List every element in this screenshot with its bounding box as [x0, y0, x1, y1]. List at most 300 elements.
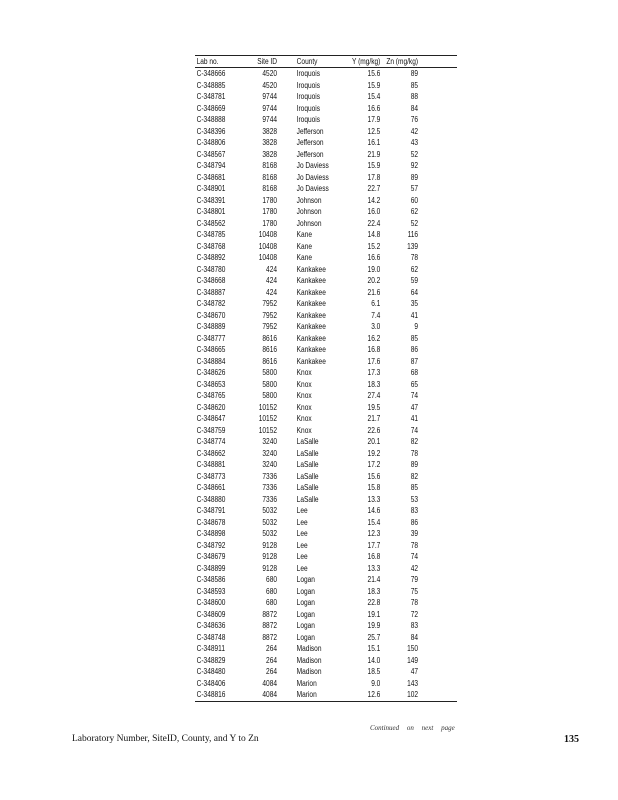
lab-no-cell: C-348816 — [196, 690, 226, 699]
zn-cell: 83 — [410, 506, 419, 515]
zn-cell: 72 — [410, 609, 419, 619]
site-id-cell: 8872 — [262, 609, 277, 619]
table-row — [195, 689, 419, 701]
site-id-cell: 8872 — [262, 632, 277, 642]
y-cell: 19.1 — [367, 609, 381, 619]
y-cell: 18.3 — [367, 379, 381, 389]
header-y: Y (mg/kg) — [352, 57, 381, 66]
y-cell: 14.8 — [367, 230, 381, 239]
zn-cell: 85 — [410, 333, 419, 343]
zn-cell: 42 — [410, 126, 419, 136]
county-cell: Jefferson — [296, 138, 324, 147]
county-cell: Lee — [296, 517, 308, 527]
site-id-cell: 8616 — [262, 356, 277, 366]
site-id-cell: 8616 — [262, 333, 277, 343]
table-row — [195, 114, 419, 126]
county-cell: Logan — [296, 586, 315, 596]
lab-no-cell: C-348665 — [196, 345, 226, 354]
table-row — [195, 333, 419, 345]
site-id-cell: 8168 — [262, 184, 277, 193]
table-row — [195, 574, 419, 586]
table-row — [195, 241, 419, 253]
data-table — [195, 55, 457, 702]
county-cell: Kankakee — [296, 310, 326, 320]
page-caption: Laboratory Number, SiteID, County, and Y to Zn — [72, 734, 259, 744]
site-id-cell: 7952 — [262, 299, 277, 308]
table-body — [195, 68, 457, 701]
table-row — [195, 160, 419, 172]
county-cell: Logan — [296, 609, 315, 619]
site-id-cell: 5800 — [262, 368, 277, 377]
table-row — [195, 494, 419, 506]
y-cell: 16.0 — [367, 207, 381, 216]
zn-cell: 102 — [407, 690, 419, 699]
county-cell: Kane — [296, 230, 313, 239]
table-row — [195, 620, 419, 632]
lab-no-cell: C-348899 — [196, 563, 226, 573]
zn-cell: 150 — [407, 644, 419, 653]
zn-cell: 85 — [410, 483, 419, 492]
zn-cell: 65 — [410, 379, 419, 389]
table-row — [195, 609, 419, 621]
county-cell: Iroquois — [296, 103, 321, 113]
zn-cell: 83 — [410, 621, 419, 630]
table-row — [195, 206, 419, 218]
continued-note: Continued on next page — [370, 724, 455, 732]
lab-no-cell: C-348768 — [196, 241, 226, 251]
zn-cell: 57 — [410, 184, 419, 193]
lab-no-cell: C-348396 — [196, 126, 226, 136]
site-id-cell: 8872 — [262, 621, 277, 630]
table-bottom-rule — [195, 701, 457, 702]
county-cell: Kane — [296, 253, 313, 262]
table-row — [195, 551, 419, 563]
county-cell: Knox — [296, 414, 312, 423]
zn-cell: 53 — [410, 494, 419, 504]
county-cell: Johnson — [296, 218, 322, 228]
zn-cell: 89 — [410, 69, 419, 78]
county-cell: Jo Daviess — [296, 172, 329, 182]
county-cell: Knox — [296, 368, 312, 377]
y-cell: 16.6 — [367, 103, 381, 113]
lab-no-cell: C-348653 — [196, 379, 226, 389]
lab-no-cell: C-348884 — [196, 356, 226, 366]
zn-cell: 86 — [410, 517, 419, 527]
y-cell: 17.3 — [367, 368, 381, 377]
table-row — [195, 643, 419, 655]
county-cell: Jo Daviess — [296, 184, 329, 193]
lab-no-cell: C-348620 — [196, 402, 226, 412]
site-id-cell: 7336 — [262, 494, 277, 504]
y-cell: 14.2 — [367, 195, 381, 205]
lab-no-cell: C-348881 — [196, 460, 226, 469]
table-row — [195, 137, 419, 149]
site-id-cell: 8616 — [262, 345, 277, 354]
zn-cell: 52 — [410, 218, 419, 228]
y-cell: 17.8 — [367, 172, 381, 182]
zn-cell: 78 — [410, 540, 419, 550]
zn-cell: 82 — [410, 437, 419, 446]
lab-no-cell: C-348406 — [196, 678, 226, 688]
y-cell: 19.9 — [367, 621, 381, 630]
y-cell: 12.5 — [367, 126, 381, 136]
table-row — [195, 436, 419, 448]
y-cell: 21.7 — [367, 414, 381, 423]
zn-cell: 64 — [410, 287, 419, 297]
table-row — [195, 390, 419, 402]
lab-no-cell: C-348600 — [196, 598, 226, 607]
y-cell: 17.7 — [367, 540, 381, 550]
county-cell: Marion — [296, 690, 317, 699]
zn-cell: 143 — [407, 678, 419, 688]
zn-cell: 79 — [410, 575, 419, 584]
county-cell: Knox — [296, 402, 312, 412]
site-id-cell: 9744 — [262, 103, 277, 113]
y-cell: 9.0 — [371, 678, 381, 688]
county-cell: LaSalle — [296, 448, 319, 458]
table-row — [195, 356, 419, 368]
zn-cell: 74 — [410, 552, 419, 561]
table-row — [195, 459, 419, 471]
zn-cell: 62 — [410, 207, 419, 216]
county-cell: Iroquois — [296, 69, 321, 78]
lab-no-cell: C-348662 — [196, 448, 226, 458]
site-id-cell: 5032 — [262, 506, 277, 515]
zn-cell: 89 — [410, 460, 419, 469]
y-cell: 15.4 — [367, 517, 381, 527]
table-row — [195, 172, 419, 184]
zn-cell: 78 — [410, 448, 419, 458]
y-cell: 19.0 — [367, 264, 381, 274]
county-cell: Marion — [296, 678, 317, 688]
site-id-cell: 264 — [266, 655, 277, 665]
zn-cell: 39 — [410, 529, 419, 538]
lab-no-cell: C-348898 — [196, 529, 226, 538]
lab-no-cell: C-348748 — [196, 632, 226, 642]
site-id-cell: 10408 — [258, 230, 277, 239]
table-row — [195, 103, 419, 115]
zn-cell: 78 — [410, 598, 419, 607]
y-cell: 17.9 — [367, 115, 381, 124]
county-cell: LaSalle — [296, 437, 319, 446]
table-row — [195, 517, 419, 529]
lab-no-cell: C-348780 — [196, 264, 226, 274]
zn-cell: 84 — [410, 632, 419, 642]
lab-no-cell: C-348794 — [196, 161, 226, 170]
y-cell: 12.3 — [367, 529, 381, 538]
y-cell: 20.2 — [367, 276, 381, 285]
table-row — [195, 149, 419, 161]
lab-no-cell: C-348889 — [196, 322, 226, 331]
county-cell: Johnson — [296, 207, 322, 216]
table-row — [195, 597, 419, 609]
site-id-cell: 9128 — [262, 552, 277, 561]
zn-cell: 84 — [410, 103, 419, 113]
site-id-cell: 9744 — [262, 115, 277, 124]
table-row — [195, 68, 419, 80]
zn-cell: 62 — [410, 264, 419, 274]
lab-no-cell: C-348391 — [196, 195, 226, 205]
site-id-cell: 10152 — [258, 414, 277, 423]
lab-no-cell: C-348681 — [196, 172, 226, 182]
site-id-cell: 10152 — [258, 402, 277, 412]
county-cell: Kankakee — [296, 333, 326, 343]
table-row — [195, 540, 419, 552]
county-cell: Madison — [296, 644, 322, 653]
y-cell: 18.5 — [367, 667, 381, 676]
zn-cell: 78 — [410, 253, 419, 262]
y-cell: 16.2 — [367, 333, 381, 343]
table-row — [195, 195, 419, 207]
table-row — [195, 126, 419, 138]
site-id-cell: 5800 — [262, 391, 277, 400]
lab-no-cell: C-348669 — [196, 103, 226, 113]
y-cell: 22.7 — [367, 184, 381, 193]
lab-no-cell: C-348666 — [196, 69, 226, 78]
table-row — [195, 666, 419, 678]
zn-cell: 43 — [410, 138, 419, 147]
table-row — [195, 379, 419, 391]
lab-no-cell: C-348593 — [196, 586, 226, 596]
header-site-id: Site ID — [257, 57, 277, 66]
zn-cell: 85 — [410, 80, 419, 90]
table-row — [195, 632, 419, 644]
y-cell: 15.1 — [367, 644, 381, 653]
y-cell: 21.9 — [367, 149, 381, 159]
county-cell: Knox — [296, 391, 312, 400]
lab-no-cell: C-348806 — [196, 138, 226, 147]
county-cell: Logan — [296, 632, 315, 642]
zn-cell: 86 — [410, 345, 419, 354]
lab-no-cell: C-348901 — [196, 184, 226, 193]
zn-cell: 149 — [407, 655, 419, 665]
lab-no-cell: C-348791 — [196, 506, 226, 515]
table-row — [195, 275, 419, 287]
table-row — [195, 655, 419, 667]
zn-cell: 35 — [410, 299, 419, 308]
header-lab-no: Lab no. — [196, 57, 219, 66]
county-cell: Lee — [296, 552, 308, 561]
lab-no-cell: C-348626 — [196, 368, 226, 377]
table-row — [195, 425, 419, 437]
lab-no-cell: C-348759 — [196, 425, 226, 435]
lab-no-cell: C-348911 — [196, 644, 225, 653]
y-cell: 16.8 — [367, 345, 381, 354]
table-row — [195, 563, 419, 575]
table-row — [195, 482, 419, 494]
header-county: County — [296, 57, 318, 66]
lab-no-cell: C-348670 — [196, 310, 226, 320]
y-cell: 22.6 — [367, 425, 381, 435]
table-row — [195, 91, 419, 103]
county-cell: Kankakee — [296, 287, 326, 297]
y-cell: 21.4 — [367, 575, 381, 584]
site-id-cell: 3240 — [262, 460, 277, 469]
y-cell: 16.8 — [367, 552, 381, 561]
county-cell: Lee — [296, 529, 308, 538]
table-row — [195, 471, 419, 483]
site-id-cell: 8168 — [262, 161, 277, 170]
table-row — [195, 229, 419, 241]
y-cell: 6.1 — [371, 299, 381, 308]
y-cell: 14.6 — [367, 506, 381, 515]
lab-no-cell: C-348782 — [196, 299, 226, 308]
y-cell: 22.8 — [367, 598, 381, 607]
lab-no-cell: C-348562 — [196, 218, 226, 228]
zn-cell: 60 — [410, 195, 419, 205]
lab-no-cell: C-348765 — [196, 391, 226, 400]
y-cell: 25.7 — [367, 632, 381, 642]
y-cell: 13.3 — [367, 494, 381, 504]
lab-no-cell: C-348679 — [196, 552, 226, 561]
y-cell: 15.6 — [367, 471, 381, 481]
y-cell: 15.9 — [367, 80, 381, 90]
y-cell: 19.5 — [367, 402, 381, 412]
site-id-cell: 680 — [266, 586, 277, 596]
zn-cell: 42 — [410, 563, 419, 573]
county-cell: Jo Daviess — [296, 161, 329, 170]
zn-cell: 88 — [410, 92, 419, 101]
site-id-cell: 10152 — [258, 425, 277, 435]
site-id-cell: 5032 — [262, 517, 277, 527]
table-row — [195, 310, 419, 322]
site-id-cell: 3828 — [262, 138, 277, 147]
lab-no-cell: C-348678 — [196, 517, 226, 527]
table-row — [195, 298, 419, 310]
county-cell: Jefferson — [296, 126, 324, 136]
site-id-cell: 5800 — [262, 379, 277, 389]
county-cell: Kankakee — [296, 299, 326, 308]
lab-no-cell: C-348773 — [196, 471, 226, 481]
y-cell: 16.1 — [367, 138, 381, 147]
site-id-cell: 1780 — [262, 218, 277, 228]
site-id-cell: 4520 — [262, 69, 277, 78]
zn-cell: 89 — [410, 172, 419, 182]
table-row — [195, 586, 419, 598]
site-id-cell: 7336 — [262, 483, 277, 492]
county-cell: Lee — [296, 506, 308, 515]
lab-no-cell: C-348668 — [196, 276, 226, 285]
site-id-cell: 5032 — [262, 529, 277, 538]
zn-cell: 82 — [410, 471, 419, 481]
table-header-row — [195, 56, 419, 67]
county-cell: LaSalle — [296, 460, 319, 469]
y-cell: 18.3 — [367, 586, 381, 596]
table-row — [195, 321, 419, 333]
y-cell: 15.2 — [367, 241, 381, 251]
zn-cell: 139 — [407, 241, 419, 251]
site-id-cell: 3828 — [262, 149, 277, 159]
site-id-cell: 424 — [266, 276, 277, 285]
county-cell: Logan — [296, 575, 315, 584]
lab-no-cell: C-348781 — [196, 92, 226, 101]
county-cell: Kankakee — [296, 345, 326, 354]
table-row — [195, 252, 419, 264]
page-number: 135 — [564, 734, 579, 745]
site-id-cell: 1780 — [262, 195, 277, 205]
zn-cell: 75 — [410, 586, 419, 596]
zn-cell: 41 — [410, 414, 419, 423]
y-cell: 14.0 — [367, 655, 381, 665]
county-cell: Knox — [296, 379, 312, 389]
y-cell: 3.0 — [371, 322, 381, 331]
y-cell: 17.6 — [367, 356, 381, 366]
table-row — [195, 287, 419, 299]
zn-cell: 76 — [410, 115, 419, 124]
lab-no-cell: C-348892 — [196, 253, 226, 262]
zn-cell: 9 — [414, 322, 419, 331]
zn-cell: 52 — [410, 149, 419, 159]
lab-no-cell: C-348880 — [196, 494, 226, 504]
table-row — [195, 413, 419, 425]
county-cell: Kankakee — [296, 264, 326, 274]
site-id-cell: 424 — [266, 287, 277, 297]
county-cell: Lee — [296, 540, 308, 550]
lab-no-cell: C-348480 — [196, 667, 226, 676]
county-cell: LaSalle — [296, 494, 319, 504]
zn-cell: 47 — [410, 667, 419, 676]
site-id-cell: 7952 — [262, 322, 277, 331]
site-id-cell: 680 — [266, 598, 277, 607]
y-cell: 12.6 — [367, 690, 381, 699]
y-cell: 15.9 — [367, 161, 381, 170]
county-cell: Iroquois — [296, 115, 321, 124]
y-cell: 21.6 — [367, 287, 381, 297]
county-cell: Madison — [296, 667, 322, 676]
zn-cell: 74 — [410, 391, 419, 400]
y-cell: 27.4 — [367, 391, 381, 400]
lab-no-cell: C-348609 — [196, 609, 226, 619]
y-cell: 16.6 — [367, 253, 381, 262]
zn-cell: 41 — [410, 310, 419, 320]
y-cell: 15.6 — [367, 69, 381, 78]
table-row — [195, 528, 419, 540]
site-id-cell: 10408 — [258, 253, 277, 262]
y-cell: 15.8 — [367, 483, 381, 492]
lab-no-cell: C-348792 — [196, 540, 226, 550]
table-row — [195, 80, 419, 92]
header-zn: Zn (mg/kg) — [386, 57, 419, 66]
site-id-cell: 680 — [266, 575, 277, 584]
county-cell: Kane — [296, 241, 313, 251]
site-id-cell: 9128 — [262, 563, 277, 573]
table-row — [195, 448, 419, 460]
county-cell: Johnson — [296, 195, 322, 205]
lab-no-cell: C-348777 — [196, 333, 226, 343]
table-row — [195, 367, 419, 379]
site-id-cell: 4084 — [262, 678, 277, 688]
zn-cell: 116 — [407, 230, 419, 239]
zn-cell: 59 — [410, 276, 419, 285]
site-id-cell: 424 — [266, 264, 277, 274]
table-row — [195, 505, 419, 517]
y-cell: 22.4 — [367, 218, 381, 228]
site-id-cell: 9744 — [262, 92, 277, 101]
table-row — [195, 402, 419, 414]
county-cell: LaSalle — [296, 471, 319, 481]
table-row — [195, 218, 419, 230]
zn-cell: 74 — [410, 425, 419, 435]
lab-no-cell: C-348567 — [196, 149, 226, 159]
zn-cell: 68 — [410, 368, 419, 377]
site-id-cell: 264 — [266, 644, 277, 653]
site-id-cell: 4520 — [262, 80, 277, 90]
county-cell: Lee — [296, 563, 308, 573]
county-cell: LaSalle — [296, 483, 319, 492]
lab-no-cell: C-348636 — [196, 621, 226, 630]
county-cell: Logan — [296, 598, 315, 607]
zn-cell: 87 — [410, 356, 419, 366]
